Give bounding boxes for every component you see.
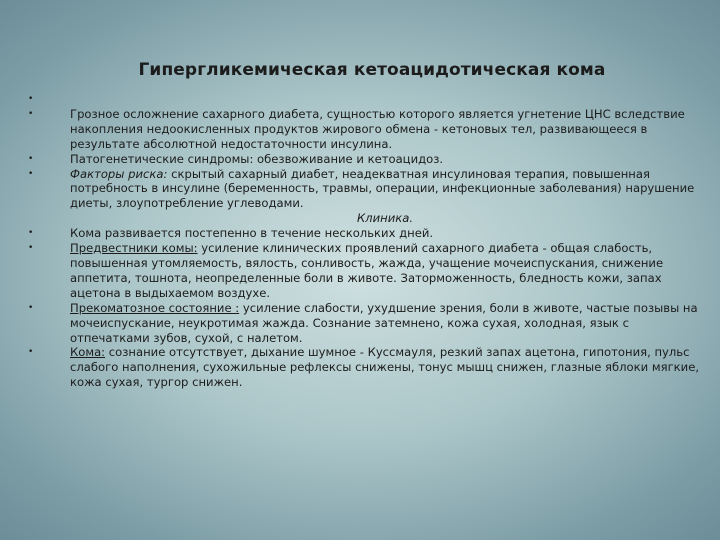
item-text [70,167,700,212]
precoma-label: Прекоматозное состояние : [70,300,240,315]
item-text: Грозное осложнение сахарного диабета, сущностью которого является угнетение ЦНС вследствие накопления недоокисленных продуктов жирового обмена - кетоновых тел, развивающееся в результате абсолютной недостаточности инсулина. [70,106,685,151]
bullet-icon: • [28,347,34,358]
bullet-icon: • [28,153,34,164]
bullet-icon: • [28,94,34,104]
clinic-heading: Клиника. [356,211,414,226]
risk-factors-text: скрытый сахарный диабет, неадекватная инсулиновая терапия, повышенная потребность в инсулине (беременность, травмы, операции, инфекционные заболевания) нарушение диеты, злоупотребление углеводами. [70,166,695,211]
bullet-icon: • [28,228,34,239]
coma-text: сознание отсутствует, дыхание шумное - Куссмауля, резкий запах ацетона, гипотония, пульс слабого наполнения, сухожильные рефлексы снижены, тонус мышц снижен, глазные яблоки мягкие, кожа сухая, тургор снижен. [70,345,700,390]
precursors-label: Предвестники комы: [70,241,198,256]
coma-label: Кома: [70,345,106,360]
bullet-icon: • [28,302,34,313]
bullet-icon: • [28,243,34,254]
precursors-text: усиление клинических проявлений сахарного диабета - общая слабость, повышенная утомляемость, вялость, сонливость, жажда, учащение мочеиспускания, снижение аппетита, тошнота, неопределенные боли в животе. Заторможенность, бледность кожи, запах ацетона в выдыхаемом воздухе. [70,241,664,300]
item-text: Кома развивается постепенно в течение нескольких дней. [70,226,434,241]
list-item [28,241,700,301]
item-text [70,92,700,107]
item-text [70,301,700,346]
risk-factors-label: Факторы риска: [70,166,168,181]
item-text: Патогенетические синдромы: обезвоживание и кетоацидоз. [70,151,444,166]
bullet-list [28,92,700,390]
list-item [28,92,700,107]
list-item [28,107,700,152]
item-text [70,241,700,301]
bullet-icon: • [28,168,34,179]
list-item [28,345,700,390]
list-item [28,152,700,167]
clinic-heading-row [28,211,700,226]
slide-title: Гипергликемическая кетоацидотическая кома [138,60,606,80]
precoma-text: усиление слабости, ухудшение зрения, боли в животе, частые позывы на мочеиспускание, неукротимая жажда. Сознание затемнено, кожа сухая, холодная, язык с отпечатками зубов, сухой, с налетом. [70,300,698,345]
item-text [70,345,700,390]
bullet-icon: • [28,108,34,119]
list-item [28,167,700,212]
list-item [28,226,700,241]
list-item [28,301,700,346]
